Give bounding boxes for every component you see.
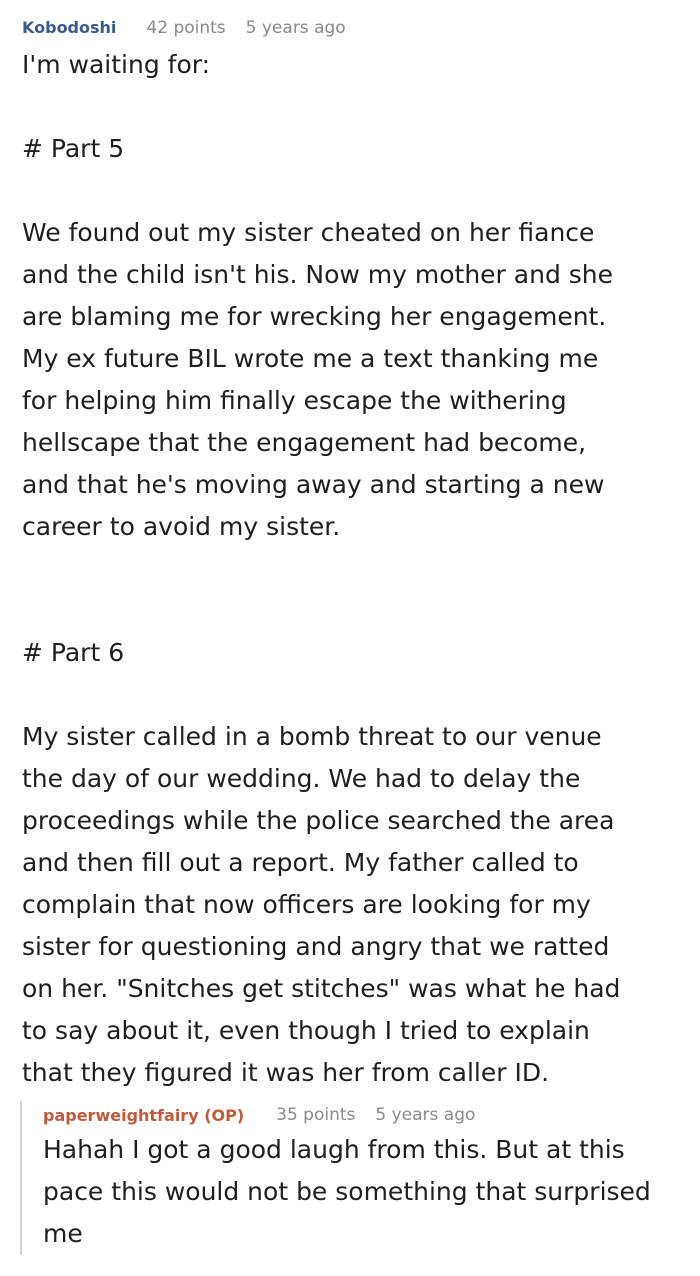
comment-line: are blaming me for wrecking her engagement. (22, 302, 607, 331)
comment-line: career to avoid my sister. (22, 512, 341, 541)
comment-line: that they figured it was her from caller ID. (22, 1058, 550, 1087)
comment-line: sister for questioning and angry that we ratted (22, 932, 610, 961)
reply-body (43, 1129, 700, 1255)
comment-line: complain that now officers are looking for my (22, 890, 591, 919)
comment-points: 42 points (146, 18, 226, 38)
comment-line: proceedings while the police searched the area (22, 806, 615, 835)
comment-line: to say about it, even though I tried to explain (22, 1016, 590, 1045)
comment-line: hellscape that the engagement had become, (22, 428, 587, 457)
comment-timestamp[interactable]: 5 years ago (245, 18, 346, 38)
reply-comment (20, 1101, 700, 1255)
comment-author[interactable]: Kobodoshi (22, 18, 117, 37)
comment-line: and the child isn't his. Now my mother and she (22, 260, 614, 289)
comment-line: and then fill out a report. My father called to (22, 848, 579, 877)
comment-line: for helping him finally escape the withering (22, 386, 567, 415)
comment-line: My ex future BIL wrote me a text thanking me (22, 344, 599, 373)
comment-heading: # Part 6 (22, 638, 125, 667)
reply-timestamp[interactable]: 5 years ago (375, 1105, 476, 1125)
reply-line: Hahah I got a good laugh from this. But at this (43, 1135, 625, 1164)
comment-heading: # Part 5 (22, 134, 125, 163)
comment-line: We found out my sister cheated on her fiance (22, 218, 595, 247)
reply-line: me (43, 1219, 83, 1248)
comment-line: My sister called in a bomb threat to our venue (22, 722, 602, 751)
comment-line: and that he's moving away and starting a new (22, 470, 605, 499)
reply-line: pace this would not be something that surprised (43, 1177, 651, 1206)
comment-line: on her. "Snitches get stitches" was what he had (22, 974, 621, 1003)
comment-body (22, 44, 678, 1094)
comment-line: the day of our wedding. We had to delay the (22, 764, 581, 793)
comment-line: I'm waiting for: (22, 50, 211, 79)
reply-author[interactable]: paperweightfairy (OP) (43, 1105, 245, 1125)
reply-meta (43, 1101, 700, 1129)
reply-points: 35 points (276, 1105, 356, 1125)
comment-meta (22, 18, 678, 44)
